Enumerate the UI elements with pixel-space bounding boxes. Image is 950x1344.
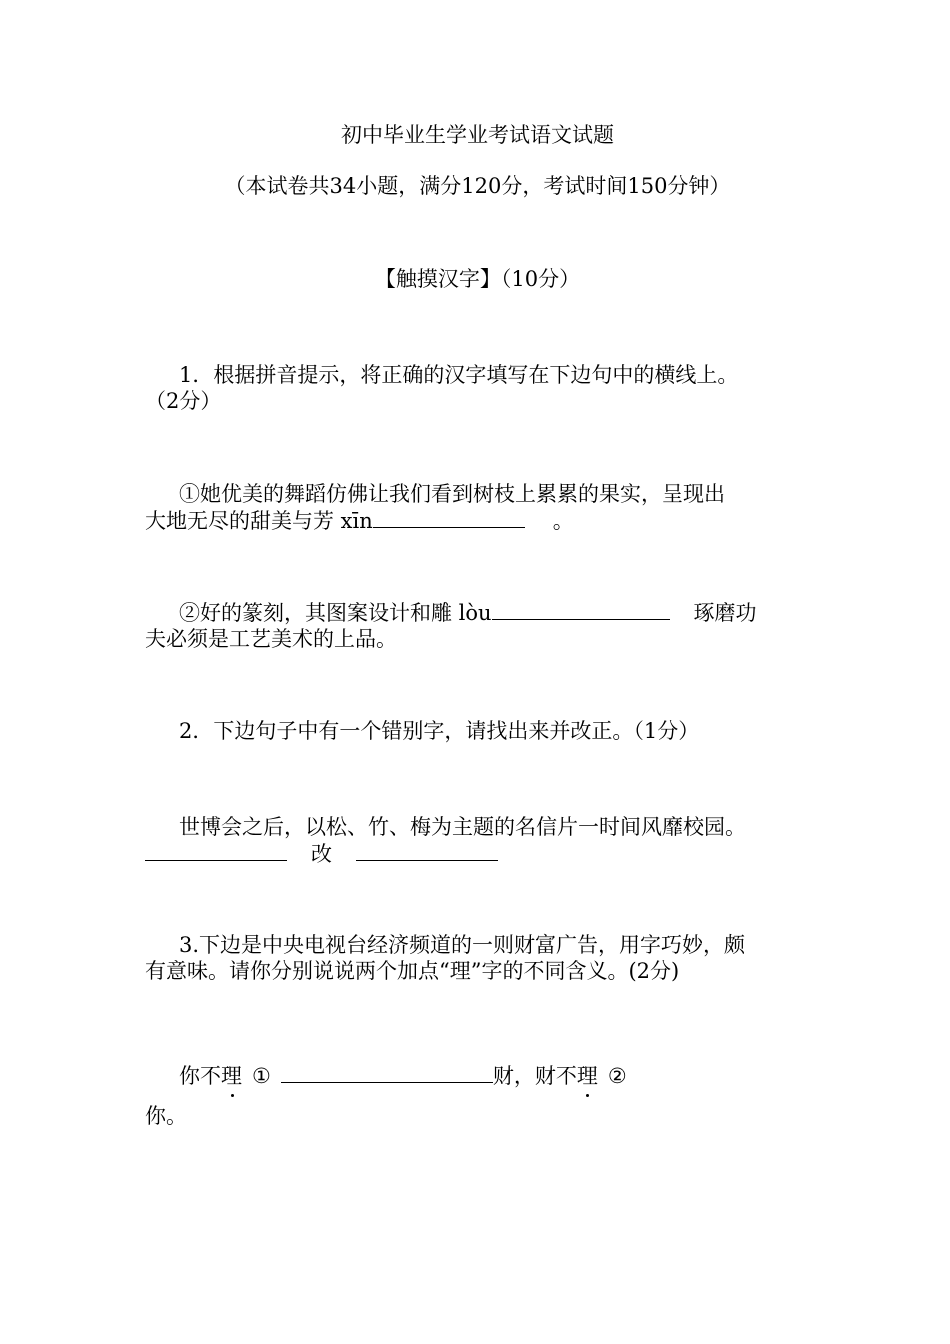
question-3-line-2: 有意味。请你分别说说两个加点“理”字的不同含义。(2分) [145, 959, 680, 983]
question-3-line-1: 3.下边是中央电视台经济频道的一则财富广告，用字巧妙，颇 [179, 933, 746, 957]
question-1-item-2 [145, 599, 810, 652]
corrected-character-blank[interactable] [356, 840, 498, 861]
question-2-prompt: 2．下边句子中有一个错别字，请找出来并改正。（1分） [179, 719, 700, 743]
item-2-text-line-2: 夫必须是工艺美术的上品。 [145, 627, 397, 651]
marker-1: ① [252, 1064, 271, 1088]
wrong-character-blank[interactable] [145, 840, 287, 861]
question-1-score: （2分） [145, 389, 222, 413]
item-2-line-1-end: 琢磨功 [693, 601, 757, 625]
exam-subtitle: （本试卷共34小题，满分120分，考试时间150分钟） [224, 174, 731, 198]
question-2-sentence: 世博会之后，以松、竹、梅为主题的名信片一时间风靡校园。 [179, 815, 746, 839]
item-1-end: 。 [552, 509, 574, 533]
marker-2: ② [607, 1064, 627, 1088]
change-label: 改 [311, 842, 332, 866]
dotted-li-2: 理 [576, 1064, 598, 1088]
ad-end: 你。 [145, 1104, 187, 1128]
question-3-ad [145, 1062, 810, 1129]
question-1-item-1 [145, 481, 810, 534]
question-3 [145, 932, 810, 984]
ad-part-1: 你不 [179, 1064, 221, 1088]
item-1-text-line-1: ①她优美的舞蹈仿佛让我们看到树枝上累累的果实，呈现出 [179, 482, 725, 506]
dotted-li-1: 理 [221, 1064, 242, 1088]
section-heading: 【触摸汉字】（10分） [374, 267, 581, 291]
ad-part-2: 财，财不 [492, 1064, 577, 1088]
answer-blank-xin[interactable] [373, 507, 525, 528]
question-2 [145, 718, 810, 744]
exam-title: 初中毕业生学业考试语文试题 [341, 123, 614, 147]
item-2-text-line-1: ②好的篆刻，其图案设计和雕 lòu [179, 601, 492, 625]
item-1-text-line-2: 大地无尽的甜美与芳 xīn [145, 509, 373, 533]
answer-blank-lou[interactable] [492, 599, 670, 620]
answer-blank-li-1[interactable] [281, 1062, 493, 1083]
question-2-sentence-block [145, 814, 810, 867]
question-1-prompt: 1．根据拼音提示，将正确的汉字填写在下边句中的横线上。 [179, 363, 739, 387]
question-1 [145, 362, 810, 414]
